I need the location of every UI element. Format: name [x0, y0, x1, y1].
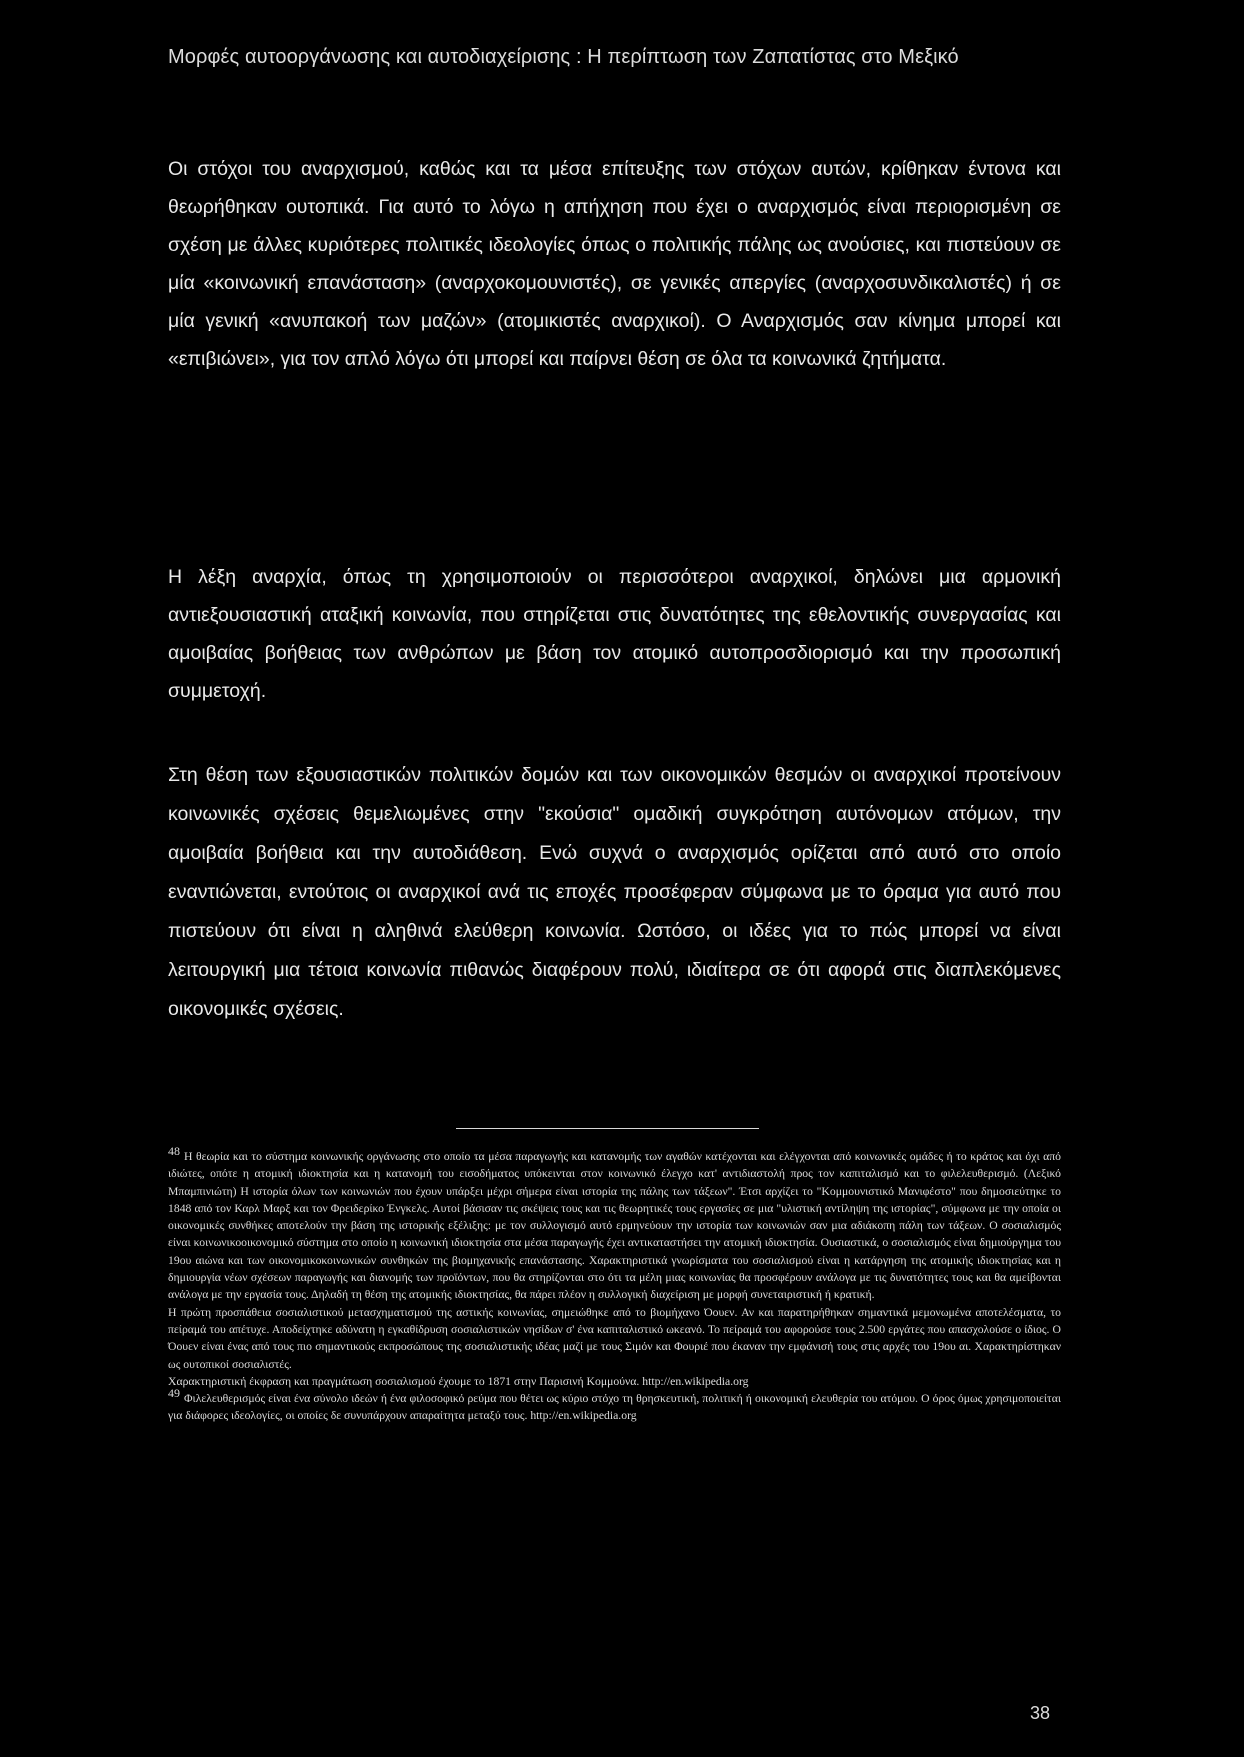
footnote-48-continuation: Η πρώτη προσπάθεια σοσιαλιστικού μετασχηματισμού της αστικής κοινωνίας, σημειώθηκε από το βιομήχανο Όουεν. Αν και παρατηρήθηκαν σημαντικά μεμονωμένα αποτελέσματα, το πείραμά του απέτυχε. Αποδείχτηκε αδύνατη η εγκαθίδρυση σοσιαλιστικών νησίδων σ' ένα καπιταλιστικό ωκεανό. Το πείραμά του αφορούσε τους 2.500 εργάτες που απασχολούσε ο ίδιος. Ο Όουεν είναι ένας από τους πιο σημαντικούς εκπροσώπους της σοσιαλιστικής ιδέας μαζί με τους Σιμόν και Φουριέ που έκαναν την εμφάνισή τους στις αρχές του 19ου αι. Χαρακτηρίστηκαν ως ουτοπικοί σοσιαλιστές.: [168, 1305, 1061, 1371]
page-header: Μορφές αυτοοργάνωσης και αυτοδιαχείρισης : Η περίπτωση των Ζαπατίστας στο Μεξικό: [168, 46, 959, 68]
body-paragraph-2: [168, 558, 1061, 710]
page-number: 38: [1030, 1703, 1051, 1723]
paragraph-text: Οι στόχοι του αναρχισμού, καθώς και τα μέσα επίτευξης των στόχων αυτών, κρίθηκαν έντονα και θεωρήθηκαν ουτοπικά. Για αυτό το λόγω η απήχηση που έχει ο αναρχισμός είναι περιορισμένη σε σχέση με άλλες κυριότερες πολιτικές ιδεολογίες όπως ο πολιτικής πάλης ως ανούσιες, και πιστεύουν σε μία «κοινωνική επανάσταση» (αναρχοκομουνιστές), σε γενικές απεργίες (αναρχοσυνδικαλιστές) ή σε μία γενική «ανυπακοή των μαζών» (ατομικιστές αναρχικοί). Ο Αναρχισμός σαν κίνημα μπορεί και «επιβιώνει», για τον απλό λόγω ότι μπορεί και παίρνει θέση σε όλα τα κοινωνικά ζητήματα.: [168, 158, 1061, 370]
footnote-48: [168, 1144, 1061, 1304]
paragraph-text: Στη θέση των εξουσιαστικών πολιτικών δομών και των οικονομικών θεσμών οι αναρχικοί προτείνουν κοινωνικές σχέσεις θεμελιωμένες στην "εκούσια" ομαδική συγκρότηση αυτόνομων ατόμων, την αμοιβαία βοήθεια και την αυτοδιάθεση. Ενώ συχνά ο αναρχισμός ορίζεται από αυτό στο οποίο εναντιώνεται, εντούτοις οι αναρχικοί ανά τις εποχές προσέφεραν σύμφωνα με το όραμα για αυτό που πιστεύουν ότι είναι η αληθινά ελεύθερη κοινωνία. Ωστόσο, οι ιδέες για το πώς μπορεί να είναι λειτουργική μια τέτοια κοινωνία πιθανώς διαφέρουν πολύ, ιδιαίτερα σε ότι αφορά στις διαπλεκόμενες οικονομικές σχέσεις.: [168, 764, 1061, 1020]
footnote-49: [168, 1386, 1061, 1425]
body-paragraph-3: [168, 756, 1061, 1029]
footnote-text: Η θεωρία και το σύστημα κοινωνικής οργάνωσης στο οποίο τα μέσα παραγωγής και κατανομής των αγαθών κατέχονται και ελέγχονται από κοινωνικές ομάδες ή το κράτος και όχι από ιδιώτες, οπότε η ατομική ιδιοκτησία και η κατανομή του εισοδήματος υπόκεινται στον κοινωνικό έλεγχο κατ' αντιδιαστολή προς τον καπιταλισμό και το φιλελευθερισμό. (Λεξικό Μπαμπινιώτη) Η ιστορία όλων των κοινωνιών που έχουν υπάρξει μέχρι σήμερα είναι ιστορία της πάλης των τάξεων". Έτσι αρχίζει το "Κομμουνιστικό Μανιφέστο" που δημοσιεύτηκε το 1848 από τον Καρλ Μαρξ και τον Φρειδερίκο Ένγκελς. Αυτοί βάσισαν τις σκέψεις τους και τις θεωρητικές τους εργασίες σε μια "υλιστική αντίληψη της ιστορίας", σύμφωνα με την οποία οι οικονομικές συνθήκες αποτελούν την βάση της ιστορικής εξέλιξης: με τον συλλογισμό αυτό ερμηνεύουν την ιστορία των κοινωνιών σαν μια αδιάκοπη πάλη των τάξεων. Ο σοσιαλισμός είναι κοινωνικοοικονομικό σύστημα στο οποίο η κοινωνική ιδιοκτησία στα μέσα παραγωγής έχει αντικαταστήσει την ατομική ιδιοκτησία. Ουσιαστικά, ο σοσιαλισμός είναι δημιούργημα του 19ου αιώνα και των οικονομικοκοινωνικών συνθηκών της βιομηχανικής επανάστασης. Χαρακτηριστικά γνωρίσματα του σοσιαλισμού είναι η κατάργηση της ατομικής ιδιοκτησίας και η δημιουργία νέων σχέσεων παραγωγής και διανομής των προϊόντων, που θα στηρίζονται στο ότι τα μέλη μιας κοινωνίας θα προσφέρουν ανάλογα με τις δυνατότητες τους και θα αμείβονται ανάλογα με την εργασία τους. Δηλαδή τη θέση της ατομικής ιδιοκτησίας, θα πάρει πλέον η συλλογική διαχείριση με μορφή συνεταιριστική ή κρατική.: [168, 1150, 1061, 1302]
footnote-48-continuation: Χαρακτηριστική έκφραση και πραγμάτωση σοσιαλισμού έχουμε το 1871 στην Παρισινή Κομμούνα. http://en.wikipedia.org: [168, 1374, 749, 1388]
paragraph-text: Η λέξη αναρχία, όπως τη χρησιμοποιούν οι περισσότεροι αναρχικοί, δηλώνει μια αρμονική αντιεξουσιαστική αταξική κοινωνία, που στηρίζεται στις δυνατότητες της εθελοντικής συνεργασίας και αμοιβαίας βοήθειας των ανθρώπων με βάση τον ατομικό αυτοπροσδιορισμό και την προσωπική συμμετοχή.: [168, 566, 1061, 702]
footnotes: [168, 1144, 1061, 1425]
footnote-number: 48: [168, 1144, 180, 1158]
footnote-text: Φιλελευθερισμός είναι ένα σύνολο ιδεών ή ένα φιλοσοφικό ρεύμα που θέτει ως κύριο στόχο τη θρησκευτική, πολιτική ή οικονομική ελευθερία του ατόμου. Ο όρος όμως χρησιμοποιείται για διάφορες ιδεολογίες, οι οποίες δε συνυπάρχουν απαραίτητα μεταξύ τους. http://en.wikipedia.org: [168, 1392, 1061, 1423]
body-paragraph-1: [168, 150, 1061, 378]
footnote-number: 49: [168, 1386, 180, 1401]
footnote-separator: [456, 1128, 759, 1129]
